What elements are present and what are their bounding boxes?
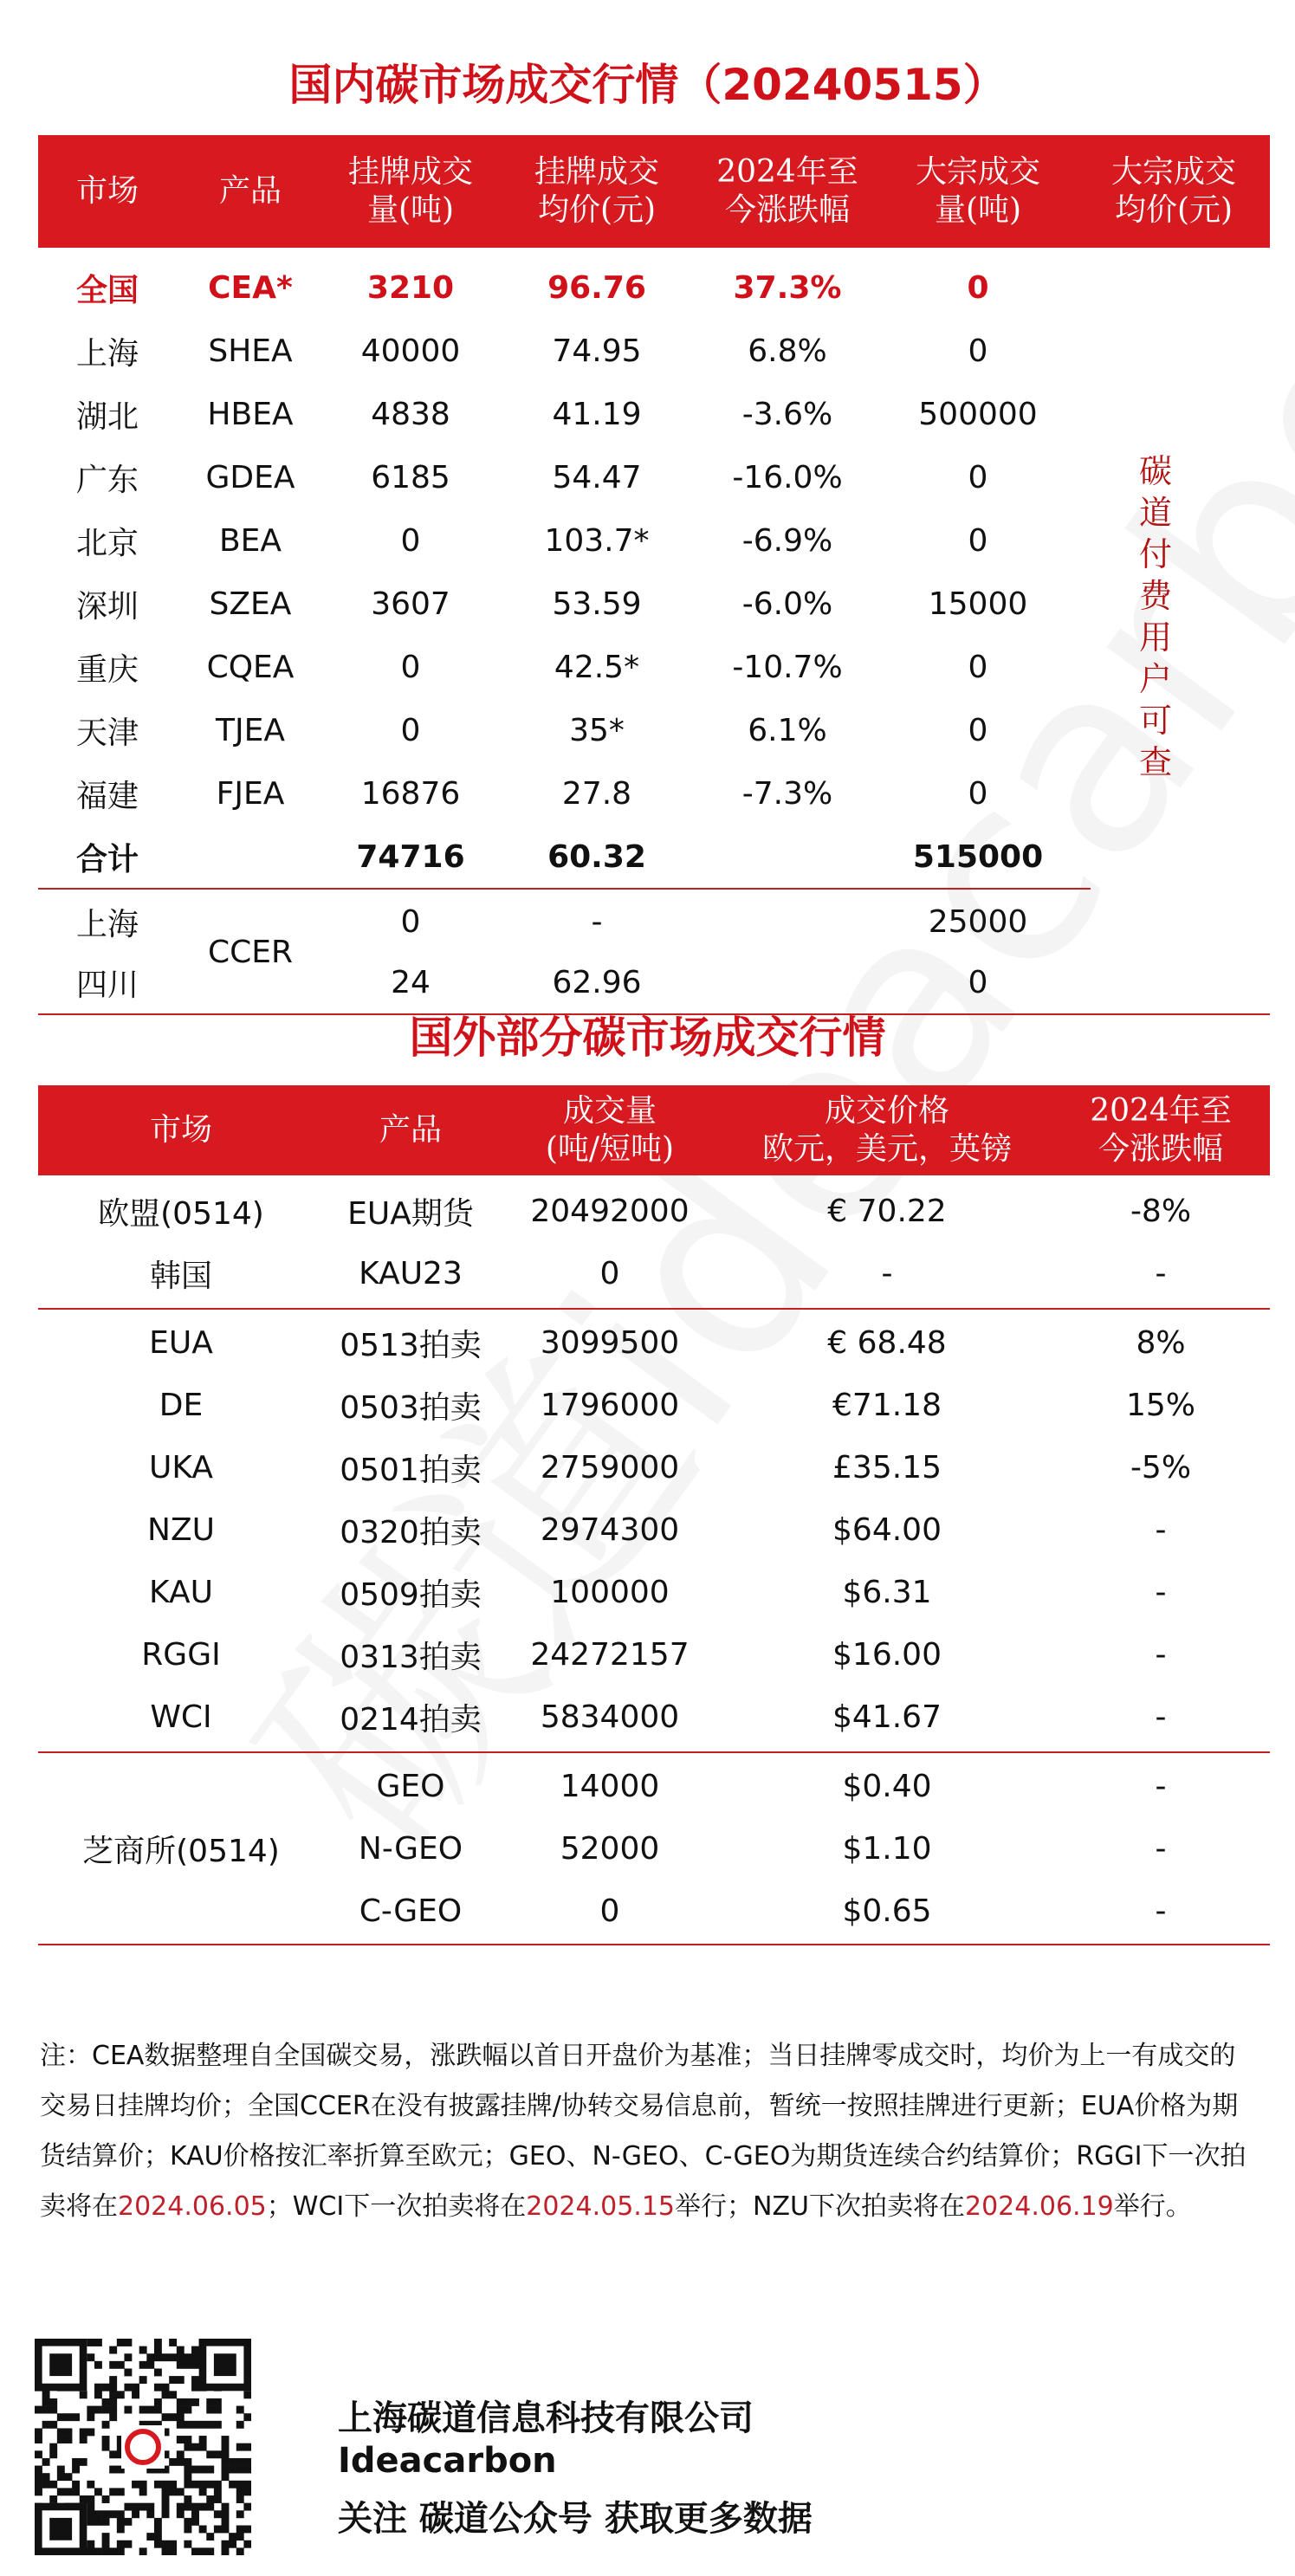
- foreign-row-cell: 24272157: [530, 1636, 690, 1673]
- foreign-row-cell: 0: [599, 1893, 620, 1929]
- domestic-header-5: [878, 135, 1078, 248]
- ccer-row-cell: 0: [400, 903, 421, 940]
- domestic-row-cell: 北京: [75, 525, 139, 561]
- foreign-row-cell: EUA: [149, 1324, 213, 1361]
- foreign-header-0: [38, 1085, 324, 1175]
- foreign-row-cell: 100000: [550, 1574, 670, 1610]
- foreign-row-cell: NZU: [147, 1511, 215, 1548]
- domestic-total-row-cell: 515000: [912, 838, 1044, 875]
- domestic-row: [38, 699, 1078, 761]
- foreign-row: [38, 1436, 1270, 1498]
- domestic-row-cell: SZEA: [209, 586, 292, 622]
- domestic-row: [38, 573, 1078, 635]
- foreign-bottom-rule: [38, 1944, 1270, 1945]
- foreign-header-text: (吨/短吨): [545, 1131, 675, 1167]
- foreign-row-cell: WCI: [150, 1699, 212, 1735]
- domestic-row-cell: 35*: [569, 712, 625, 748]
- foreign-header-2: [497, 1085, 722, 1175]
- domestic-header-1: [177, 135, 324, 248]
- domestic-header-text: 今涨跌幅: [724, 192, 850, 228]
- foreign-row: [38, 1880, 1270, 1942]
- foreign-row-cell: 欧盟(0514): [98, 1195, 264, 1232]
- domestic-row-cell: 103.7*: [544, 522, 650, 559]
- foreign-row-cell: 3099500: [540, 1324, 680, 1361]
- ccer-product-text: CCER: [207, 934, 294, 970]
- domestic-total-row-cell: 74716: [356, 838, 465, 875]
- foreign-header-text: 市场: [149, 1112, 212, 1148]
- domestic-row-cell: 40000: [360, 333, 461, 369]
- domestic-row-cell: 天津: [75, 715, 139, 751]
- foreign-title: 国外部分碳市场成交行情: [409, 1013, 886, 1063]
- domestic-row: [38, 762, 1078, 825]
- domestic-row: [38, 383, 1078, 445]
- domestic-row-cell: 湖北: [75, 398, 139, 435]
- ccer-row-cell: 四川: [75, 967, 139, 1003]
- domestic-row-cell: 深圳: [75, 588, 139, 625]
- foreign-row-cell: -: [881, 1255, 893, 1291]
- domestic-header-text: 量(吨): [934, 192, 1022, 228]
- foreign-row-cell: € 68.48: [827, 1324, 947, 1361]
- domestic-header-6: [1078, 135, 1270, 248]
- foreign-row-cell: 2759000: [540, 1449, 680, 1485]
- domestic-row-cell: 53.59: [552, 586, 642, 622]
- foreign-row-cell: 0320拍卖: [340, 1514, 482, 1550]
- domestic-total-rule: [38, 888, 1091, 890]
- domestic-row-cell: CQEA: [206, 649, 295, 685]
- foreign-row-cell: -: [1155, 1511, 1167, 1548]
- foreign-row-cell: 5834000: [540, 1699, 680, 1735]
- foreign-row-cell: -: [1155, 1830, 1167, 1867]
- side-note-char: 可: [1138, 702, 1172, 740]
- domestic-row-cell: 37.3%: [733, 269, 842, 306]
- domestic-row-cell: 0: [968, 712, 988, 748]
- domestic-row-cell: 0: [968, 459, 988, 495]
- domestic-row-cell: 54.47: [552, 459, 642, 495]
- domestic-row-cell: -3.6%: [741, 396, 833, 432]
- follow-text: 关注 碳道公众号 获取更多数据: [338, 2499, 813, 2539]
- foreign-row: [38, 1180, 1270, 1242]
- foreign-row-cell: 0: [599, 1255, 620, 1291]
- foreign-row-cell: DE: [159, 1387, 204, 1423]
- foreign-header-1: [324, 1085, 497, 1175]
- domestic-total-row-cell: 60.32: [547, 838, 646, 875]
- ccer-row-cell: -: [591, 903, 603, 940]
- foreign-row: [38, 1623, 1270, 1686]
- foreign-row-cell: $16.00: [832, 1636, 942, 1673]
- domestic-row: [38, 509, 1078, 572]
- foreign-header-text: 成交价格: [824, 1093, 949, 1129]
- side-note-char: 户: [1138, 660, 1172, 698]
- domestic-row-cell: 0: [968, 649, 988, 685]
- ccer-row-cell: 25000: [928, 903, 1028, 940]
- foreign-row-cell: 2974300: [540, 1511, 680, 1548]
- side-note-char: 用: [1138, 618, 1172, 657]
- foreign-row: [38, 1561, 1270, 1623]
- domestic-row-cell: 6.8%: [748, 333, 827, 369]
- domestic-header-text: 大宗成交: [1110, 154, 1236, 190]
- ccer-product-label: [177, 921, 324, 983]
- domestic-row-cell: 0: [400, 649, 421, 685]
- domestic-row-cell: BEA: [218, 522, 282, 559]
- domestic-row-cell: 15000: [928, 586, 1028, 622]
- qr-code: [35, 2339, 251, 2555]
- domestic-row-cell: 41.19: [552, 396, 642, 432]
- foreign-row-cell: UKA: [149, 1449, 213, 1485]
- side-note-char: 查: [1138, 743, 1172, 781]
- foreign-row-cell: 20492000: [530, 1193, 690, 1229]
- domestic-row-cell: 0: [400, 712, 421, 748]
- domestic-header-2: [324, 135, 497, 248]
- domestic-header-text: 均价(元): [1114, 192, 1233, 228]
- foreign-row-cell: -: [1155, 1893, 1167, 1929]
- domestic-row-cell: 广东: [75, 462, 139, 498]
- domestic-row-cell: 27.8: [561, 775, 632, 812]
- domestic-row: [38, 446, 1078, 508]
- side-note-char: 道: [1138, 494, 1172, 532]
- foreign-rule-1: [38, 1308, 1270, 1310]
- domestic-header-4: [696, 135, 878, 248]
- domestic-row-cell: SHEA: [208, 333, 293, 369]
- foreign-row-cell: 韩国: [149, 1258, 212, 1294]
- foreign-row-cell: N-GEO: [358, 1830, 463, 1867]
- domestic-row-cell: 0: [968, 775, 988, 812]
- foreign-row-cell: $6.31: [842, 1574, 932, 1610]
- domestic-row-cell: 42.5*: [554, 649, 640, 685]
- domestic-header-text: 市场: [75, 173, 139, 209]
- brand-name: Ideacarbon: [338, 2441, 557, 2481]
- foreign-row-cell: $0.40: [842, 1768, 932, 1804]
- domestic-row-cell: 0: [967, 269, 989, 306]
- foreign-row: [38, 1311, 1270, 1374]
- domestic-header-text: 产品: [218, 173, 282, 209]
- ccer-row-cell: 24: [391, 964, 431, 1000]
- foreign-row-cell: 0313拍卖: [340, 1639, 482, 1675]
- domestic-total-row-cell: 合计: [75, 841, 139, 877]
- domestic-row-cell: -10.7%: [732, 649, 843, 685]
- foreign-row-cell: 0214拍卖: [340, 1701, 482, 1738]
- side-note-text: [1134, 450, 1177, 783]
- foreign-row: [38, 1242, 1270, 1304]
- foreign-header-text: 今涨跌幅: [1098, 1131, 1223, 1167]
- ccer-row-cell: 上海: [75, 906, 139, 942]
- domestic-header-text: 量(吨): [366, 192, 455, 228]
- foreign-row: [38, 1755, 1270, 1817]
- domestic-row-cell: 500000: [918, 396, 1038, 432]
- side-note-char: 碳: [1138, 452, 1172, 490]
- domestic-table-header: [38, 135, 1270, 248]
- foreign-row-cell: -5%: [1130, 1449, 1192, 1485]
- foreign-row-cell: -: [1155, 1255, 1167, 1291]
- foreign-header-3: [722, 1085, 1052, 1175]
- domestic-row-cell: -7.3%: [741, 775, 833, 812]
- foreign-row-cell: 52000: [560, 1830, 660, 1867]
- foreign-row-cell: 15%: [1125, 1387, 1195, 1423]
- domestic-header-0: [38, 135, 177, 248]
- domestic-header-text: 挂牌成交: [534, 154, 659, 190]
- side-note-char: 付: [1138, 535, 1172, 573]
- foreign-header-text: 欧元，美元，英镑: [761, 1131, 1012, 1167]
- foreign-row-cell: 8%: [1136, 1324, 1186, 1361]
- side-note-char: 费: [1138, 577, 1172, 615]
- domestic-row-cell: 6.1%: [748, 712, 827, 748]
- domestic-header-text: 大宗成交: [915, 154, 1040, 190]
- foreign-row-cell: KAU: [149, 1574, 213, 1610]
- foreign-row-cell: 1796000: [540, 1387, 680, 1423]
- foreign-table-header: [38, 1085, 1270, 1175]
- foreign-row-cell: $1.10: [842, 1830, 932, 1867]
- company-name: 上海碳道信息科技有限公司: [338, 2398, 754, 2438]
- domestic-row-cell: 重庆: [75, 651, 139, 688]
- foreign-row-cell: KAU23: [359, 1255, 463, 1291]
- foreign-row-cell: $0.65: [842, 1893, 932, 1929]
- foreign-row-cell: 14000: [560, 1768, 660, 1804]
- domestic-row-cell: 上海: [75, 335, 139, 372]
- domestic-row-cell: 74.95: [552, 333, 642, 369]
- domestic-row: [38, 636, 1078, 698]
- ccer-row-cell: 0: [968, 964, 988, 1000]
- domestic-header-text: 2024年至: [716, 154, 858, 190]
- foreign-row: [38, 1374, 1270, 1436]
- foreign-row-cell: -: [1155, 1636, 1167, 1673]
- domestic-row-cell: 全国: [75, 272, 139, 308]
- domestic-row-cell: -6.0%: [741, 586, 833, 622]
- foreign-header-text: 2024年至: [1090, 1093, 1232, 1129]
- domestic-row-cell: GDEA: [205, 459, 295, 495]
- foreign-row-cell: £35.15: [832, 1449, 942, 1485]
- domestic-title: 国内碳市场成交行情（20240515）: [288, 60, 1007, 110]
- footnote: 注：CEA数据整理自全国碳交易，涨跌幅以首日开盘价为基准；当日挂牌零成交时，均价为上一有成交的交易日挂牌均价；全国CCER在没有披露挂牌/协转交易信息前，暂统一按照挂牌进行更新；EUA价格为期货结算价；KAU价格按汇率折算至欧元；GEO、N-GEO、C-GEO为期货连续合约结算价；RGGI下一次拍卖将在2024.06.05；WCI下一次拍卖将在2024.05.15举行；NZU下次拍卖将在2024.06.19举行。: [40, 2041, 1246, 2222]
- domestic-row-cell: -6.9%: [741, 522, 833, 559]
- foreign-header-text: 产品: [379, 1112, 442, 1148]
- foreign-header-text: 成交量: [562, 1093, 657, 1129]
- foreign-row-cell: $64.00: [832, 1511, 942, 1548]
- domestic-row-cell: 6185: [371, 459, 450, 495]
- cme-market-label: [38, 1817, 324, 1880]
- foreign-row-cell: C-GEO: [359, 1893, 463, 1929]
- domestic-row-cell: 3607: [371, 586, 450, 622]
- domestic-row-cell: 0: [968, 522, 988, 559]
- foreign-row-cell: € 70.22: [827, 1193, 947, 1229]
- domestic-row-cell: 福建: [75, 778, 139, 814]
- domestic-row-cell: CEA*: [208, 269, 293, 306]
- domestic-total-row: [38, 825, 1078, 888]
- foreign-row-cell: -: [1155, 1699, 1167, 1735]
- ccer-row-cell: 62.96: [552, 964, 642, 1000]
- domestic-header-text: 挂牌成交: [347, 154, 473, 190]
- domestic-row-cell: FJEA: [216, 775, 285, 812]
- foreign-row: [38, 1686, 1270, 1748]
- foreign-row-cell: 0501拍卖: [340, 1452, 482, 1488]
- domestic-row-cell: 0: [968, 333, 988, 369]
- foreign-row-cell: -: [1155, 1574, 1167, 1610]
- foreign-row-cell: €71.18: [832, 1387, 942, 1423]
- foreign-row-cell: -8%: [1130, 1193, 1192, 1229]
- foreign-row-cell: $41.67: [832, 1699, 942, 1735]
- foreign-row-cell: GEO: [376, 1768, 445, 1804]
- domestic-row-cell: HBEA: [207, 396, 294, 432]
- domestic-row-cell: -16.0%: [732, 459, 843, 495]
- foreign-row-cell: RGGI: [141, 1636, 221, 1673]
- domestic-row-cell: 0: [400, 522, 421, 559]
- domestic-row-cell: 16876: [360, 775, 461, 812]
- domestic-row: [38, 320, 1078, 382]
- domestic-header-3: [497, 135, 696, 248]
- foreign-row-cell: EUA期货: [347, 1195, 474, 1232]
- foreign-row-cell: 0503拍卖: [340, 1389, 482, 1426]
- domestic-row-cell: TJEA: [216, 712, 285, 748]
- foreign-row-cell: 0509拍卖: [340, 1576, 482, 1613]
- domestic-row-cell: 3210: [366, 269, 455, 306]
- domestic-row-cell: 4838: [371, 396, 450, 432]
- foreign-row-cell: -: [1155, 1768, 1167, 1804]
- foreign-row-cell: 0513拍卖: [340, 1327, 482, 1363]
- foreign-header-4: [1052, 1085, 1270, 1175]
- cme-market-text: 芝商所(0514): [82, 1833, 280, 1869]
- foreign-row: [38, 1498, 1270, 1561]
- domestic-row-cell: 96.76: [547, 269, 646, 306]
- domestic-header-text: 均价(元): [537, 192, 657, 228]
- domestic-row: [38, 256, 1078, 319]
- foreign-rule-2: [38, 1751, 1270, 1753]
